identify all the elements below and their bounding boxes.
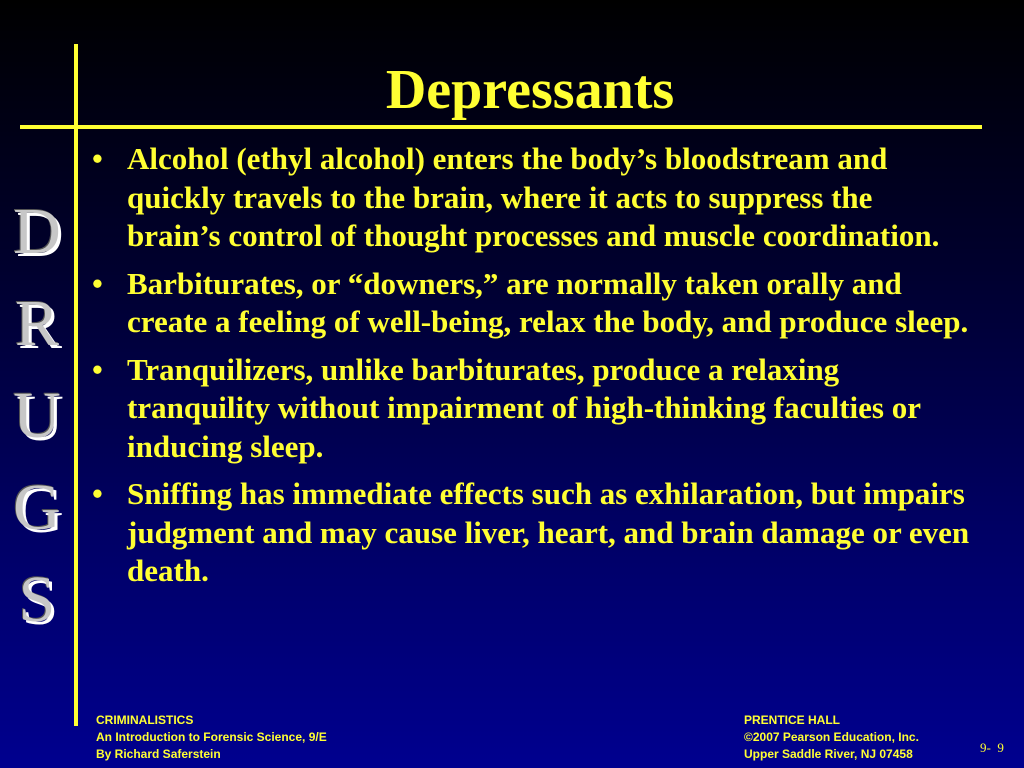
side-letter-s: S <box>18 563 56 636</box>
bullet-text: Barbiturates, or “downers,” are normally taken orally and create a feeling of well-being, relax the body, and produce sleep. <box>127 265 969 339</box>
footer-publisher-credit <box>744 712 919 763</box>
side-letter-g: G <box>13 471 61 544</box>
footer-copyright: ©2007 Pearson Education, Inc. <box>744 730 919 744</box>
footer-book-author: By Richard Saferstein <box>96 747 221 761</box>
bullet-sniffing <box>92 475 972 591</box>
bullet-alcohol <box>92 140 972 256</box>
footer-publisher-location: Upper Saddle River, NJ 07458 <box>744 747 913 761</box>
page-number: 9- 9 <box>980 740 1004 755</box>
footer-publisher-name: PRENTICE HALL <box>744 713 840 727</box>
side-letter-u: U <box>13 379 61 452</box>
bullet-text: Tranquilizers, unlike barbiturates, produce a relaxing tranquility without impairment of high-thinking faculties or inducing sleep. <box>127 351 921 464</box>
bullet-tranquilizers <box>92 351 972 467</box>
bullet-text: Sniffing has immediate effects such as exhilaration, but impairs judgment and may cause liver, heart, and brain damage or even death. <box>127 476 970 588</box>
footer-book-series: CRIMINALISTICS <box>96 713 194 727</box>
bullet-marker: • <box>92 141 103 176</box>
slide-title: Depressants <box>385 59 675 121</box>
bullet-marker: • <box>92 476 103 511</box>
bullet-marker: • <box>92 265 103 301</box>
bullet-text: Alcohol (ethyl alcohol) enters the body’s bloodstream and quickly travels to the brain, where it acts to suppress the brain’s control of thought processes and muscle coordination. <box>127 141 940 253</box>
side-vertical-word <box>0 186 74 646</box>
side-letter-d: D <box>13 195 61 268</box>
bullet-barbiturates <box>92 265 972 342</box>
bullet-marker: • <box>92 351 103 387</box>
side-letter-r: R <box>14 287 60 360</box>
title-underline <box>20 125 982 129</box>
footer-book-credit <box>96 712 327 763</box>
vertical-divider-line <box>74 44 78 726</box>
bullet-list <box>92 140 972 600</box>
footer-book-title: An Introduction to Forensic Science, 9/E <box>96 730 327 744</box>
